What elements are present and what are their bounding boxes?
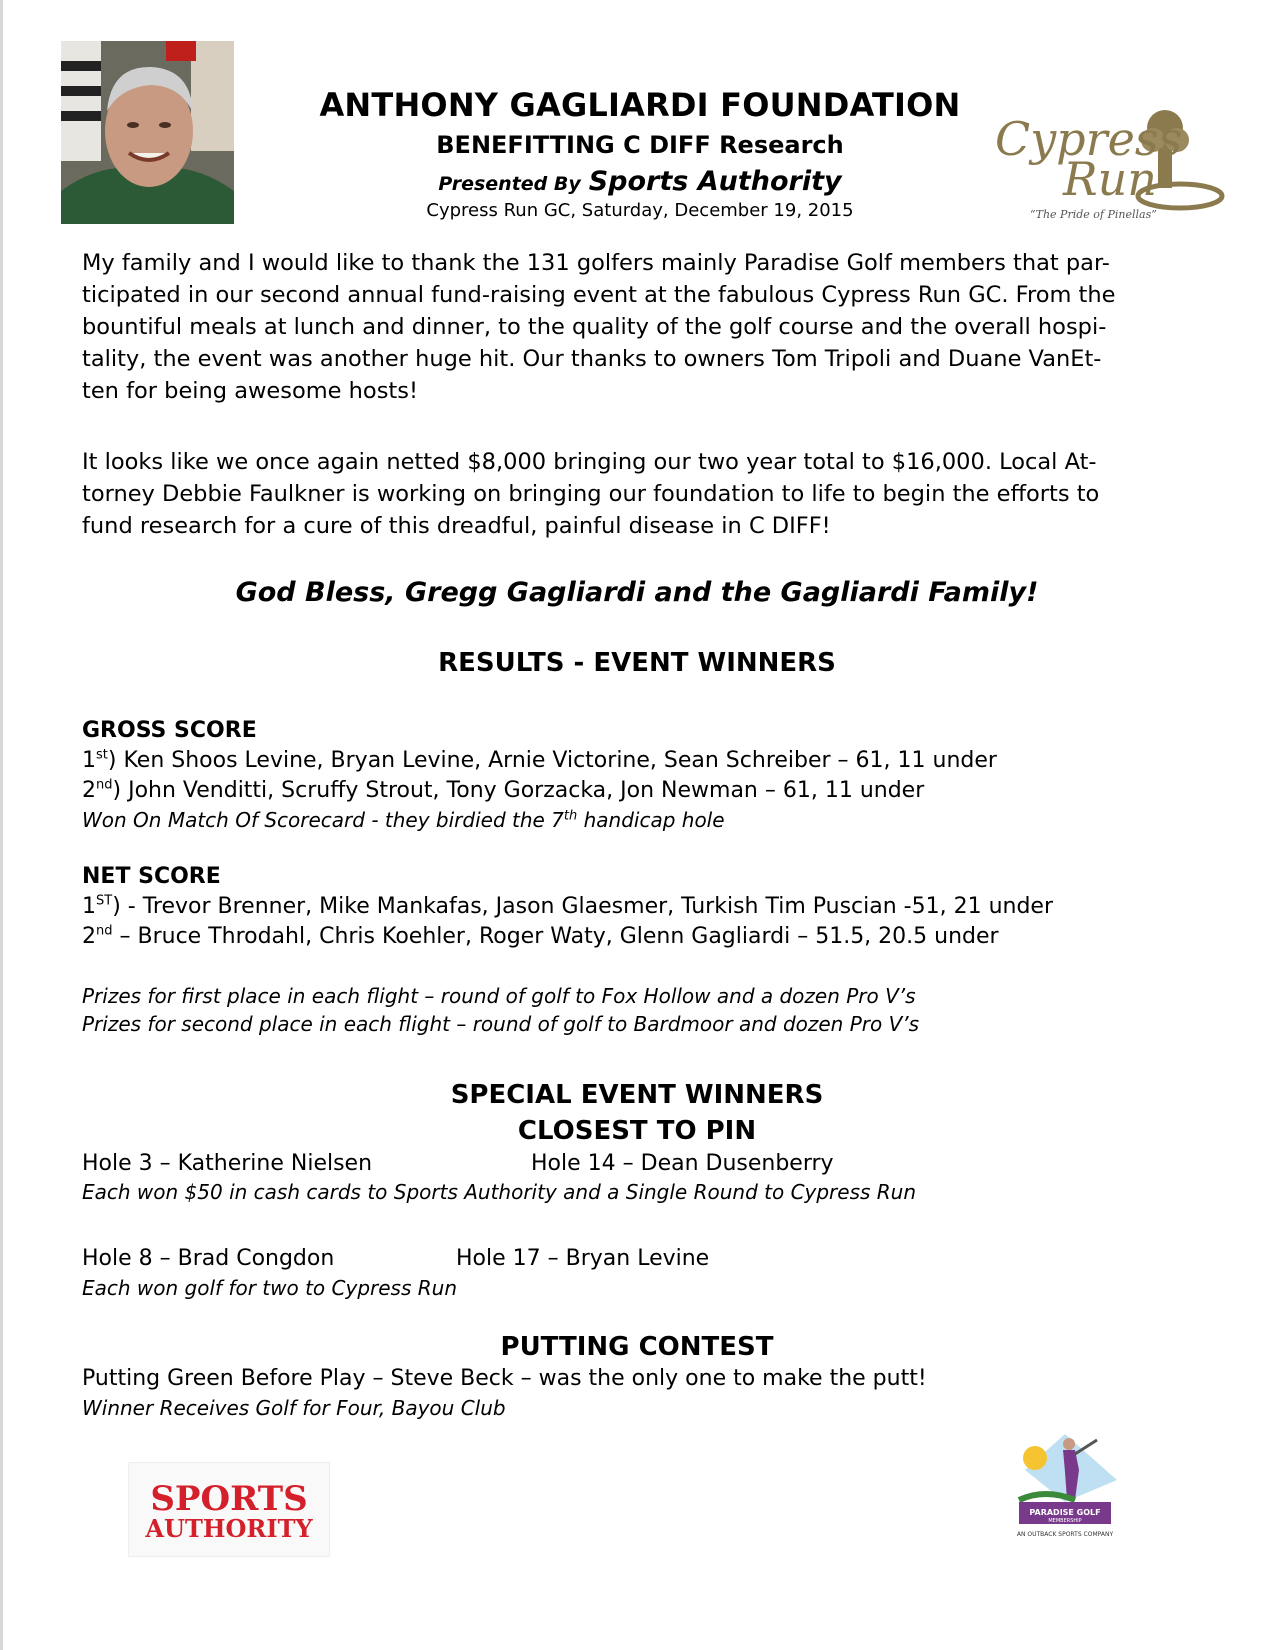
gross-second-place: 2nd) John Venditti, Scruffy Strout, Tony Gorzacka, Jon Newman – 61, 11 under xyxy=(82,777,925,803)
sports-authority-word1: SPORTS xyxy=(150,1479,308,1519)
paragraph-line: fund research for a cure of this dreadful, painful disease in C DIFF! xyxy=(82,513,831,539)
cypress-run-word2: Run xyxy=(1063,152,1157,206)
sports-authority-word2: AUTHORITY xyxy=(145,1514,313,1543)
document-title: ANTHONY GAGLIARDI FOUNDATION xyxy=(319,86,961,124)
hole-3-winner: Hole 3 – Katherine Nielsen xyxy=(82,1151,373,1176)
net-second-place: 2nd – Bruce Throdahl, Chris Koehler, Roger Waty, Glenn Gagliardi – 51.5, 20.5 under xyxy=(82,923,999,949)
cypress-run-word1: Cypress xyxy=(995,112,1183,166)
presented-by-line xyxy=(260,166,1020,197)
fundraising-paragraph xyxy=(82,446,1192,542)
cypress-run-logo xyxy=(995,100,1225,220)
gross-score-heading: GROSS SCORE xyxy=(82,718,257,743)
paragraph-line: tality, the event was another huge hit. Our thanks to owners Tom Tripoli and Duane VanEt- xyxy=(82,346,1102,372)
hole-14-winner: Hole 14 – Dean Dusenberry xyxy=(531,1151,834,1176)
portrait-photo xyxy=(61,41,234,224)
paradise-golf-logo xyxy=(1005,1430,1125,1546)
paragraph-line: torney Debbie Faulkner is working on bringing our foundation to life to begin the efforts to xyxy=(82,481,1100,507)
presented-by-label: Presented By xyxy=(438,173,581,195)
paradise-golf-sub: MEMBERSHIP xyxy=(1048,1518,1082,1524)
sports-authority-logo xyxy=(128,1462,330,1557)
putting-contest-heading: PUTTING CONTEST xyxy=(500,1332,774,1362)
hole-17-winner: Hole 17 – Bryan Levine xyxy=(456,1246,710,1271)
page-edge xyxy=(0,0,3,1650)
hole-8-winner: Hole 8 – Brad Congdon xyxy=(82,1246,335,1271)
closest-to-pin-heading: CLOSEST TO PIN xyxy=(517,1116,757,1146)
paradise-golf-tagline: AN OUTBACK SPORTS COMPANY xyxy=(1016,1531,1114,1538)
venue-date: Cypress Run GC, Saturday, December 19, 2015 xyxy=(426,200,854,221)
closest-prize-b: Each won golf for two to Cypress Run xyxy=(82,1276,457,1300)
net-first-place: 1ST) - Trevor Brenner, Mike Mankafas, Jason Glaesmer, Turkish Tim Puscian -51, 21 under xyxy=(82,893,1054,919)
gross-first-place: 1st) Ken Shoos Levine, Bryan Levine, Arnie Victorine, Sean Schreiber – 61, 11 under xyxy=(82,747,997,773)
closest-prize-a: Each won $50 in cash cards to Sports Authority and a Single Round to Cypress Run xyxy=(82,1180,917,1204)
prize-first-flight: Prizes for first place in each flight – round of golf to Fox Hollow and a dozen Pro V’s xyxy=(82,984,916,1008)
putting-prize: Winner Receives Golf for Four, Bayou Club xyxy=(82,1396,506,1420)
paragraph-line: It looks like we once again netted $8,000 bringing our two year total to $16,000. Local At- xyxy=(82,449,1097,475)
prize-second-flight: Prizes for second place in each flight – round of golf to Bardmoor and dozen Pro V’s xyxy=(82,1012,920,1036)
blessing-line: God Bless, Gregg Gagliardi and the Gagliardi Family! xyxy=(235,577,1039,608)
paragraph-line: ticipated in our second annual fund-raising event at the fabulous Cypress Run GC. From the xyxy=(82,282,1116,308)
paradise-golf-name: PARADISE GOLF xyxy=(1029,1508,1101,1517)
gross-tiebreak-note: Won On Match Of Scorecard - they birdied the 7th handicap hole xyxy=(82,808,725,832)
putting-winner: Putting Green Before Play – Steve Beck – was the only one to make the putt! xyxy=(82,1366,927,1391)
cypress-run-tagline: “The Pride of Pinellas” xyxy=(1030,208,1157,220)
document-subtitle: BENEFITTING C DIFF Research xyxy=(436,131,844,159)
sponsor-name: Sports Authority xyxy=(588,166,842,197)
net-score-heading: NET SCORE xyxy=(82,864,221,889)
special-event-heading: SPECIAL EVENT WINNERS xyxy=(450,1080,824,1110)
thank-you-paragraph xyxy=(82,247,1192,407)
paragraph-line: My family and I would like to thank the 131 golfers mainly Paradise Golf members that par- xyxy=(82,250,1110,276)
paragraph-line: ten for being awesome hosts! xyxy=(82,378,418,404)
paragraph-line: bountiful meals at lunch and dinner, to the quality of the golf course and the overall hospi- xyxy=(82,314,1107,340)
results-heading: RESULTS - EVENT WINNERS xyxy=(438,648,836,678)
